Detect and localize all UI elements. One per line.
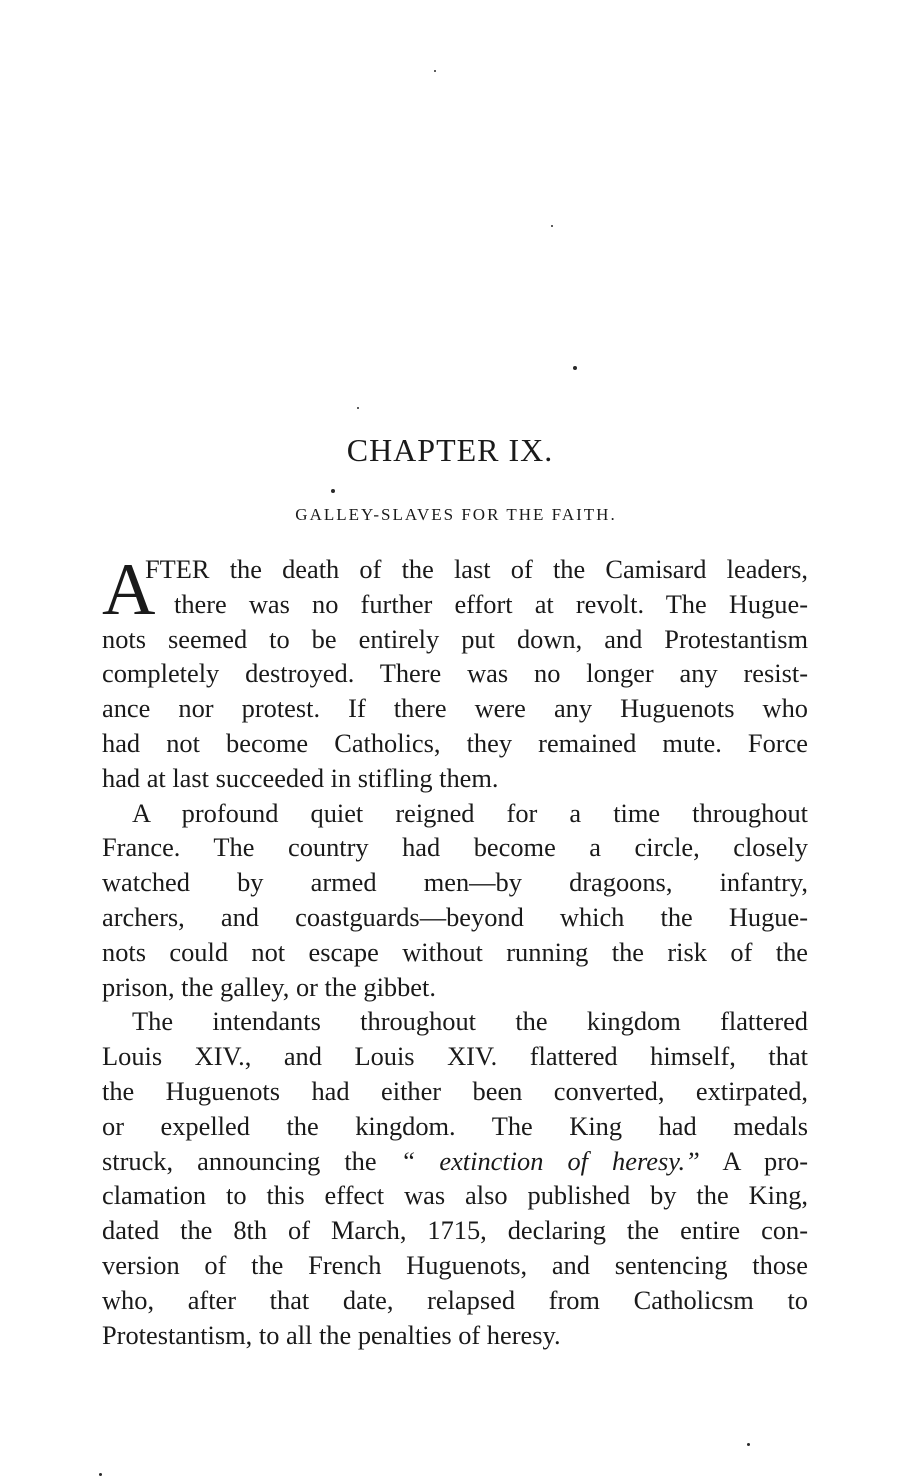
text-line <box>102 1144 808 1179</box>
text-line: A profound quiet reigned for a time throughout <box>132 797 808 828</box>
scan-speck <box>99 1473 102 1476</box>
text-line: version of the French Huguenots, and sentencing those <box>102 1249 808 1280</box>
body-text <box>102 549 808 1352</box>
text-line: completely destroyed. There was no longer any resist- <box>102 658 808 689</box>
drop-cap: A <box>102 549 156 631</box>
scan-speck <box>357 407 359 409</box>
text-line: prison, the galley, or the gibbet. <box>102 971 436 1002</box>
text-line: had at last succeeded in stifling them. <box>102 762 499 793</box>
paragraph <box>102 796 808 1005</box>
scan-speck <box>747 1443 750 1446</box>
text-line: who, after that date, relapsed from Catholicsm to <box>102 1284 808 1315</box>
text-line: clamation to this effect was also published by the King, <box>102 1180 808 1211</box>
scan-speck <box>434 70 436 72</box>
italic-phrase: “ extinction of heresy.” <box>400 1145 700 1176</box>
text-line: nots seemed to be entirely put down, and Protestantism <box>102 623 808 654</box>
scan-speck <box>551 225 553 227</box>
text-line: there was no further effort at revolt. The Hugue- <box>174 588 808 619</box>
text-line: dated the 8th of March, 1715, declaring the entire con- <box>102 1215 808 1246</box>
text-line: had not become Catholics, they remained mute. Force <box>102 727 808 758</box>
text-line: ance nor protest. If there were any Huguenots who <box>102 693 808 724</box>
chapter-subtitle: GALLEY-SLAVES FOR THE FAITH. <box>295 505 617 524</box>
text-line: Protestantism, to all the penalties of heresy. <box>102 1319 561 1350</box>
scan-speck <box>331 489 335 493</box>
text-line: archers, and coastguards—beyond which the Hugue- <box>102 901 808 932</box>
text-line: watched by armed men—by dragoons, infantry, <box>102 867 808 898</box>
text-line: The intendants throughout the kingdom flattered <box>132 1006 808 1037</box>
text-line: Louis XIV., and Louis XIV. flattered himself, that <box>102 1041 808 1072</box>
text-segment: A pro- <box>722 1145 808 1176</box>
scan-speck <box>573 366 577 370</box>
paragraph <box>102 549 808 796</box>
chapter-title: CHAPTER IX. <box>346 432 554 468</box>
text-segment: struck, announcing the <box>102 1145 377 1176</box>
text-line: or expelled the kingdom. The King had medals <box>102 1110 808 1141</box>
text-line: France. The country had become a circle, closely <box>102 832 808 863</box>
paragraph <box>102 1004 808 1352</box>
text-line: the Huguenots had either been converted, extirpated, <box>102 1075 808 1106</box>
text-line: nots could not escape without running the risk of the <box>102 936 808 967</box>
text-line: FTER the death of the last of the Camisard leaders, <box>145 554 808 584</box>
